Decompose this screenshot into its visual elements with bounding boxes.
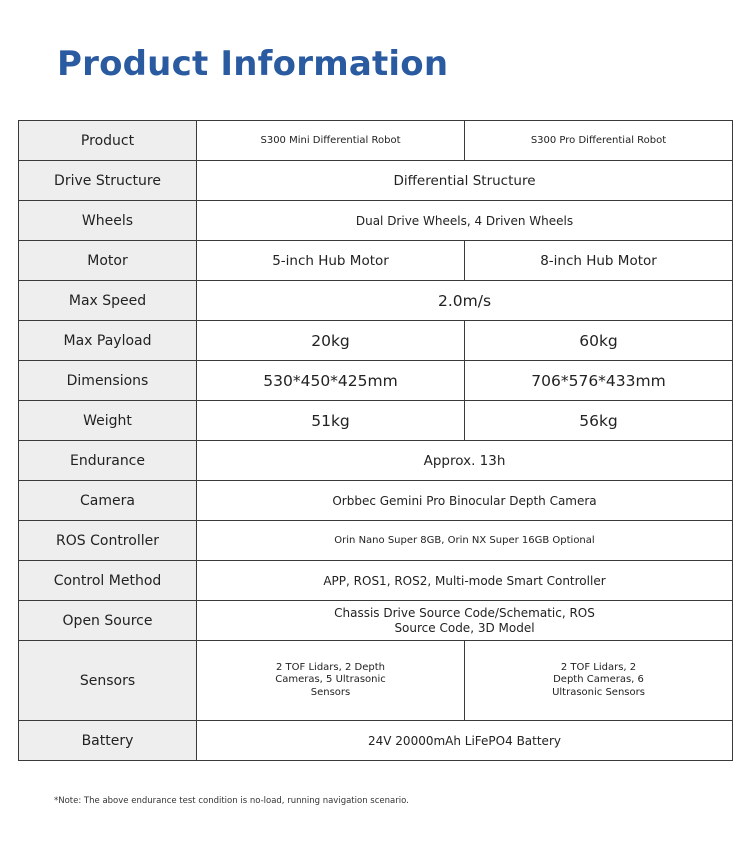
weight-pro-cell: 56kg — [465, 401, 733, 441]
dimensions-pro-cell: 706*576*433mm — [465, 361, 733, 401]
row-label-payload: Max Payload — [19, 321, 197, 361]
table-row-product — [19, 121, 733, 161]
row-label-weight: Weight — [19, 401, 197, 441]
table-row-dimensions — [19, 361, 733, 401]
row-label-control: Control Method — [19, 561, 197, 601]
table-row-sensors — [19, 641, 733, 721]
opensource-value-text: Chassis Drive Source Code/Schematic, ROS Source Code, 3D Model — [334, 605, 595, 635]
weight-mini-cell: 51kg — [197, 401, 465, 441]
dimensions-mini-cell: 530*450*425mm — [197, 361, 465, 401]
row-label-battery: Battery — [19, 721, 197, 761]
page-title: Product Information — [57, 44, 449, 84]
endurance-value-cell: Approx. 13h — [197, 441, 733, 481]
motor-mini-cell: 5-inch Hub Motor — [197, 241, 465, 281]
row-label-dimensions: Dimensions — [19, 361, 197, 401]
footnote: *Note: The above endurance test condition is no-load, running navigation scenario. — [54, 796, 409, 806]
table-row-weight — [19, 401, 733, 441]
table-row-wheels — [19, 201, 733, 241]
table-row-ros — [19, 521, 733, 561]
row-label-opensource: Open Source — [19, 601, 197, 641]
wheels-value-cell: Dual Drive Wheels, 4 Driven Wheels — [197, 201, 733, 241]
table-row-endurance — [19, 441, 733, 481]
speed-value-cell: 2.0m/s — [197, 281, 733, 321]
payload-mini-cell: 20kg — [197, 321, 465, 361]
row-label-product: Product — [19, 121, 197, 161]
table-row-battery — [19, 721, 733, 761]
opensource-value-cell — [197, 601, 733, 641]
motor-pro-cell: 8-inch Hub Motor — [465, 241, 733, 281]
row-label-wheels: Wheels — [19, 201, 197, 241]
sensors-mini-cell — [197, 641, 465, 721]
row-label-drive: Drive Structure — [19, 161, 197, 201]
control-value-cell: APP, ROS1, ROS2, Multi-mode Smart Controller — [197, 561, 733, 601]
sensors-mini-text: 2 TOF Lidars, 2 Depth Cameras, 5 Ultrasonic Sensors — [275, 661, 386, 698]
table-row-speed — [19, 281, 733, 321]
table-row-control — [19, 561, 733, 601]
table-row-payload — [19, 321, 733, 361]
camera-value-cell: Orbbec Gemini Pro Binocular Depth Camera — [197, 481, 733, 521]
sensors-pro-text: 2 TOF Lidars, 2 Depth Cameras, 6 Ultrasonic Sensors — [552, 661, 645, 698]
row-label-ros: ROS Controller — [19, 521, 197, 561]
row-label-camera: Camera — [19, 481, 197, 521]
ros-value-cell: Orin Nano Super 8GB, Orin NX Super 16GB Optional — [197, 521, 733, 561]
sensors-pro-cell — [465, 641, 733, 721]
product-mini-cell: S300 Mini Differential Robot — [197, 121, 465, 161]
product-pro-cell: S300 Pro Differential Robot — [465, 121, 733, 161]
row-label-sensors: Sensors — [19, 641, 197, 721]
table-row-drive — [19, 161, 733, 201]
table-row-motor — [19, 241, 733, 281]
table-row-opensource — [19, 601, 733, 641]
drive-value-cell: Differential Structure — [197, 161, 733, 201]
spec-table — [18, 120, 733, 761]
battery-value-cell: 24V 20000mAh LiFePO4 Battery — [197, 721, 733, 761]
payload-pro-cell: 60kg — [465, 321, 733, 361]
row-label-speed: Max Speed — [19, 281, 197, 321]
row-label-endurance: Endurance — [19, 441, 197, 481]
table-row-camera — [19, 481, 733, 521]
row-label-motor: Motor — [19, 241, 197, 281]
